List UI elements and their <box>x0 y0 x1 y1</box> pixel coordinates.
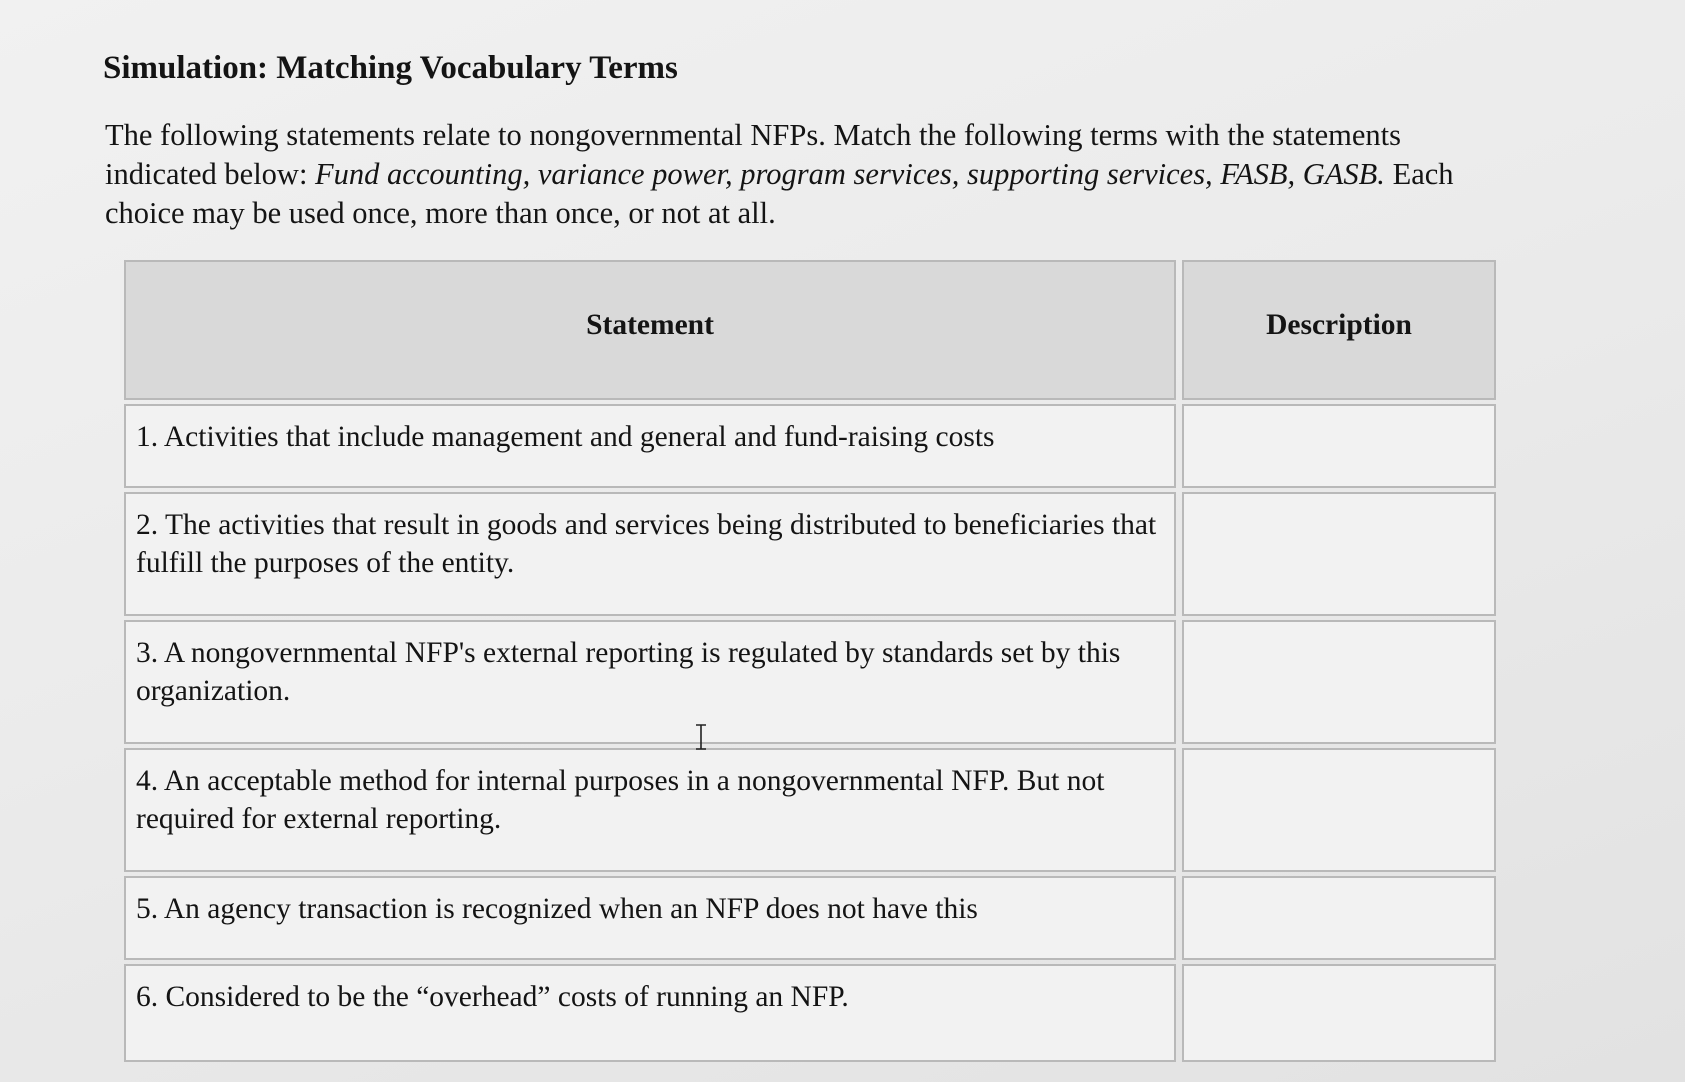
text-cursor-icon <box>695 724 707 750</box>
header-description: Description <box>1182 260 1496 400</box>
instructions-text-after: Each choice may be used once, more than once, or not at all. <box>105 157 1454 230</box>
description-cell-2[interactable] <box>1182 492 1496 616</box>
description-cell-1[interactable] <box>1182 404 1496 488</box>
table-header-row <box>124 260 1496 400</box>
statement-cell-2: 2. The activities that result in goods and services being distributed to beneficiaries that fulfill the purposes of the entity. <box>124 492 1176 616</box>
table-row <box>124 876 1496 960</box>
table-row <box>124 964 1496 1062</box>
table-row <box>124 404 1496 488</box>
statement-cell-5: 5. An agency transaction is recognized when an NFP does not have this <box>124 876 1176 960</box>
instructions-terms: Fund accounting, variance power, program services, supporting services, FASB, GASB. <box>315 157 1385 191</box>
page-title: Simulation: Matching Vocabulary Terms <box>103 50 678 86</box>
table-row <box>124 748 1496 872</box>
statement-cell-6: 6. Considered to be the “overhead” costs of running an NFP. <box>124 964 1176 1062</box>
table-row <box>124 620 1496 744</box>
instructions-text-before: The following statements relate to nongovernmental NFPs. Match the following terms with the statements indicated below: <box>105 118 1401 191</box>
statement-cell-1: 1. Activities that include management and general and fund-raising costs <box>124 404 1176 488</box>
instructions-paragraph <box>105 116 1505 233</box>
description-cell-4[interactable] <box>1182 748 1496 872</box>
statement-cell-3: 3. A nongovernmental NFP's external reporting is regulated by standards set by this organization. <box>124 620 1176 744</box>
description-cell-5[interactable] <box>1182 876 1496 960</box>
description-cell-3[interactable] <box>1182 620 1496 744</box>
statement-cell-4: 4. An acceptable method for internal purposes in a nongovernmental NFP. But not required for external reporting. <box>124 748 1176 872</box>
table-row <box>124 492 1496 616</box>
header-statement: Statement <box>124 260 1176 400</box>
matching-table <box>118 256 1502 1066</box>
description-cell-6[interactable] <box>1182 964 1496 1062</box>
